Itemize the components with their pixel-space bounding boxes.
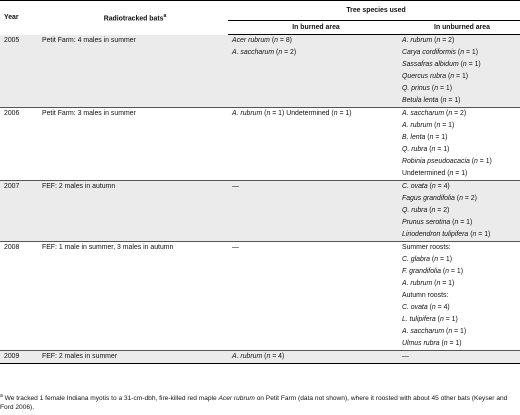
cell-year [0, 217, 38, 229]
text-run: n [274, 37, 278, 44]
cell-year [0, 95, 38, 108]
table-row [0, 35, 520, 48]
table-footnote [0, 392, 520, 412]
text-run: ( [262, 110, 267, 117]
table-row [0, 144, 520, 156]
text-run: ( [427, 146, 432, 153]
text-run: n [431, 304, 436, 311]
cell-burned-species [228, 181, 400, 194]
text-run: ( [439, 340, 444, 347]
text-run: ( [440, 268, 446, 275]
text-run: ( [432, 122, 437, 129]
cell-burned-species [228, 59, 400, 71]
text-run: ( [269, 37, 275, 44]
text-run: = 1) [464, 49, 479, 56]
text-run: A. rubrum [402, 122, 433, 129]
text-run: A. rubrum [402, 280, 433, 287]
text-run: n [449, 170, 454, 177]
text-run: = 2) [282, 49, 297, 56]
cell-year [0, 132, 38, 144]
text-run: = 1) [440, 280, 455, 287]
text-run: We tracked 1 female Indiana myotis to a 31-cm-dbh, fire-killed red maple [2, 395, 219, 403]
cell-unburned-species [400, 338, 520, 351]
cell-unburned-species [400, 351, 520, 364]
cell-radiotracked-bats [38, 71, 228, 83]
cell-radiotracked-bats [38, 95, 228, 108]
text-run: ( [450, 219, 455, 226]
cell-year [0, 59, 38, 71]
cell-year: 2006 [0, 108, 38, 121]
text-run: = 2) [452, 110, 467, 117]
table-row [0, 326, 520, 338]
text-run: A. saccharum [402, 110, 445, 117]
text-run: n [436, 122, 441, 129]
text-run: ( [458, 61, 463, 68]
cell-year [0, 229, 38, 242]
text-run: ( [469, 158, 475, 165]
text-run: on Petit Farm (data not shown), where it roosted with about 45 other bats (Keyser and Ford 2006). [0, 395, 508, 412]
text-run: n [443, 340, 448, 347]
text-run: Quercus rubra [402, 73, 447, 80]
text-run: C. ovata [402, 304, 428, 311]
text-run: n [454, 219, 459, 226]
text-run: B. lenta [402, 134, 426, 141]
text-run: ( [454, 195, 460, 202]
table-row [0, 351, 520, 364]
cell-unburned-species [400, 266, 520, 278]
text-run: = 1) [466, 61, 481, 68]
text-run: Fagus grandifolia [402, 195, 455, 202]
cell-radiotracked-bats [38, 156, 228, 168]
table-row [0, 217, 520, 229]
cell-radiotracked-bats [38, 120, 228, 132]
text-run: = 1) [446, 97, 461, 104]
cell-unburned-species [400, 254, 520, 266]
text-run: ( [262, 353, 267, 360]
text-run: — [402, 353, 409, 360]
cell-burned-species [228, 217, 400, 229]
text-run: ( [432, 280, 437, 287]
text-run: n [445, 268, 450, 275]
footnote-text [0, 395, 507, 411]
table-row [0, 181, 520, 194]
cell-burned-species [228, 95, 400, 108]
text-run: n [266, 353, 271, 360]
text-run: = 1) [447, 340, 462, 347]
text-run: Summer roosts: [402, 244, 451, 251]
cell-unburned-species [400, 108, 520, 121]
cell-unburned-species [400, 229, 520, 242]
text-run: = 1) [337, 110, 352, 117]
cell-year [0, 326, 38, 338]
text-run: Ulmus rubra [402, 340, 440, 347]
cell-burned-species [228, 290, 400, 302]
text-run: n [460, 49, 465, 56]
text-run: n [450, 73, 455, 80]
cell-burned-species [228, 242, 400, 255]
cell-radiotracked-bats [38, 59, 228, 71]
text-run: C. glabra [402, 256, 430, 263]
cell-burned-species [228, 266, 400, 278]
table-body [0, 35, 520, 364]
text-run: Prunus serotina [402, 219, 451, 226]
text-run: n [448, 110, 453, 117]
table-row [0, 254, 520, 266]
cell-unburned-species [400, 314, 520, 326]
text-run: = 1) [438, 256, 453, 263]
cell-burned-species [228, 168, 400, 181]
text-run: ( [274, 49, 279, 56]
cell-year [0, 83, 38, 95]
text-run: A. saccharum [232, 49, 275, 56]
text-run: = 8) [277, 37, 292, 44]
text-run: ( [438, 97, 443, 104]
cell-radiotracked-bats [38, 217, 228, 229]
text-run: ( [456, 49, 461, 56]
text-run: L. tulipifera [402, 316, 436, 323]
cell-unburned-species [400, 326, 520, 338]
cell-burned-species [228, 132, 400, 144]
cell-year [0, 290, 38, 302]
cell-unburned-species [400, 120, 520, 132]
cell-unburned-species [400, 168, 520, 181]
text-run: n [474, 158, 478, 165]
table-row [0, 242, 520, 255]
text-run: — [232, 244, 239, 251]
cell-unburned-species [400, 181, 520, 194]
text-run: Sassafras albidum [402, 61, 459, 68]
cell-year [0, 120, 38, 132]
text-run: = 1) [454, 73, 469, 80]
cell-radiotracked-bats [38, 302, 228, 314]
cell-burned-species [228, 35, 400, 48]
cell-year [0, 168, 38, 181]
text-run: A. rubrum [232, 353, 263, 360]
text-run: A. saccharum [402, 328, 445, 335]
cell-year [0, 278, 38, 290]
cell-radiotracked-bats [38, 229, 228, 242]
text-run: n [436, 280, 441, 287]
text-run: Liriodendron tulipifera [402, 231, 469, 238]
cell-year: 2009 [0, 351, 38, 364]
cell-year: 2008 [0, 242, 38, 255]
table-row [0, 168, 520, 181]
table-row [0, 229, 520, 242]
cell-year [0, 47, 38, 59]
cell-radiotracked-bats [38, 254, 228, 266]
header-tree-species-used: Tree species used [228, 1, 520, 21]
text-run: ( [468, 231, 473, 238]
cell-year: 2005 [0, 35, 38, 48]
cell-year [0, 302, 38, 314]
table-row [0, 95, 520, 108]
text-run: Autumn roosts: [402, 292, 449, 299]
table-row [0, 120, 520, 132]
footnote-marker: a [0, 393, 3, 399]
cell-unburned-species [400, 193, 520, 205]
cell-year [0, 156, 38, 168]
table-row [0, 47, 520, 59]
text-run: = 1) [435, 146, 450, 153]
cell-burned-species [228, 338, 400, 351]
cell-burned-species [228, 314, 400, 326]
cell-burned-species [228, 156, 400, 168]
text-run: Undetermined ( [402, 170, 450, 177]
text-run: F. grandifolia [402, 268, 441, 275]
text-run: = 1) Undetermined ( [270, 110, 334, 117]
cell-unburned-species [400, 156, 520, 168]
text-run: n [459, 195, 463, 202]
cell-year [0, 71, 38, 83]
text-run: n [431, 146, 436, 153]
cell-burned-species [228, 120, 400, 132]
cell-radiotracked-bats [38, 205, 228, 217]
cell-year [0, 254, 38, 266]
text-run: = 1) [443, 316, 458, 323]
text-run: Q. rubra [402, 146, 428, 153]
text-run: = 1) [458, 219, 473, 226]
cell-radiotracked-bats: FEF: 2 males in autumn [38, 181, 228, 194]
cell-burned-species [228, 108, 400, 121]
text-run: n [434, 256, 439, 263]
cell-unburned-species [400, 47, 520, 59]
text-run: n [462, 61, 467, 68]
text-run: = 4) [435, 183, 450, 190]
header-bats-label: Radiotracked bats [103, 15, 164, 23]
text-run: Betula lenta [402, 97, 439, 104]
cell-unburned-species [400, 132, 520, 144]
text-run: Robinia pseudoacacia [402, 158, 470, 165]
text-run: Q. rubra [402, 207, 428, 214]
table-row [0, 83, 520, 95]
text-run: Acer rubrum [232, 37, 270, 44]
cell-radiotracked-bats [38, 266, 228, 278]
text-run: Q. prinus [402, 85, 430, 92]
header-year: Year [0, 1, 38, 35]
cell-unburned-species [400, 217, 520, 229]
cell-unburned-species [400, 205, 520, 217]
text-run: = 1) [452, 328, 467, 335]
text-run: Acer rubrum [218, 395, 255, 403]
cell-unburned-species [400, 278, 520, 290]
cell-burned-species [228, 351, 400, 364]
cell-unburned-species [400, 95, 520, 108]
text-run: = 4) [435, 304, 450, 311]
cell-radiotracked-bats [38, 338, 228, 351]
cell-burned-species [228, 229, 400, 242]
cell-unburned-species [400, 83, 520, 95]
cell-year [0, 266, 38, 278]
cell-year: 2007 [0, 181, 38, 194]
cell-burned-species [228, 254, 400, 266]
text-run: n [439, 316, 444, 323]
text-run: n [431, 183, 436, 190]
cell-year [0, 205, 38, 217]
text-run: Carya cordiformis [402, 49, 456, 56]
cell-year [0, 338, 38, 351]
text-run: C. ovata [402, 183, 428, 190]
text-run: = 1) [453, 170, 468, 177]
text-run: ( [427, 304, 432, 311]
text-run: ( [444, 328, 449, 335]
cell-burned-species [228, 326, 400, 338]
text-run: n [278, 49, 283, 56]
text-run: n [472, 231, 477, 238]
cell-radiotracked-bats [38, 168, 228, 181]
text-run: = 2) [440, 37, 455, 44]
text-run: = 2) [462, 195, 477, 202]
header-burned-area: In burned area [228, 21, 400, 35]
cell-burned-species [228, 83, 400, 95]
cell-radiotracked-bats [38, 193, 228, 205]
cell-burned-species [228, 205, 400, 217]
table-row [0, 278, 520, 290]
cell-burned-species [228, 278, 400, 290]
text-run: = 4) [270, 353, 285, 360]
text-run: n [266, 110, 271, 117]
cell-unburned-species [400, 290, 520, 302]
cell-radiotracked-bats [38, 132, 228, 144]
text-run: n [333, 110, 338, 117]
text-run: = 1) [440, 122, 455, 129]
cell-unburned-species [400, 144, 520, 156]
table-row [0, 290, 520, 302]
table-row [0, 132, 520, 144]
table-row [0, 266, 520, 278]
table-row [0, 302, 520, 314]
cell-radiotracked-bats [38, 314, 228, 326]
cell-unburned-species [400, 71, 520, 83]
cell-radiotracked-bats [38, 144, 228, 156]
cell-year [0, 193, 38, 205]
table-row [0, 338, 520, 351]
text-run: = 1) [449, 268, 463, 275]
cell-year [0, 314, 38, 326]
header-unburned-area: In unburned area [400, 21, 520, 35]
cell-burned-species [228, 302, 400, 314]
text-run: ( [432, 37, 437, 44]
text-run: n [431, 207, 436, 214]
table-row [0, 205, 520, 217]
cell-radiotracked-bats: Petit Farm: 3 males in summer [38, 108, 228, 121]
cell-unburned-species [400, 59, 520, 71]
footnote-marker-header: a [163, 13, 167, 20]
cell-burned-species [228, 193, 400, 205]
cell-unburned-species [400, 35, 520, 48]
text-run: = 1) [477, 158, 492, 165]
cell-radiotracked-bats [38, 83, 228, 95]
cell-unburned-species [400, 302, 520, 314]
text-run: = 1) [433, 134, 448, 141]
table-row [0, 59, 520, 71]
header-radiotracked-bats [38, 1, 228, 35]
table-row [0, 156, 520, 168]
text-run: ( [427, 207, 432, 214]
table-row [0, 71, 520, 83]
text-run: ( [446, 73, 451, 80]
cell-burned-species [228, 144, 400, 156]
text-run: = 1) [476, 231, 491, 238]
text-run: ( [429, 256, 435, 263]
text-run: n [429, 134, 434, 141]
text-run: = 1) [438, 85, 453, 92]
cell-burned-species [228, 71, 400, 83]
text-run: ( [427, 183, 432, 190]
text-run: — [232, 183, 239, 190]
cell-burned-species [228, 47, 400, 59]
cell-radiotracked-bats [38, 326, 228, 338]
text-run: = 2) [435, 207, 450, 214]
cell-radiotracked-bats: FEF: 2 males in summer [38, 351, 228, 364]
table-row [0, 108, 520, 121]
text-run: A. rubrum [402, 37, 433, 44]
table-row [0, 193, 520, 205]
cell-unburned-species [400, 242, 520, 255]
cell-radiotracked-bats [38, 278, 228, 290]
text-run: n [448, 328, 453, 335]
cell-year [0, 144, 38, 156]
text-run: n [442, 97, 447, 104]
text-run: A. rubrum [232, 110, 263, 117]
cell-radiotracked-bats: Petit Farm: 4 males in summer [38, 35, 228, 48]
cell-radiotracked-bats [38, 47, 228, 59]
text-run: ( [425, 134, 430, 141]
cell-radiotracked-bats [38, 290, 228, 302]
text-run: n [436, 37, 441, 44]
text-run: n [434, 85, 439, 92]
text-run: ( [435, 316, 440, 323]
cell-radiotracked-bats: FEF: 1 male in summer, 3 males in autumn [38, 242, 228, 255]
text-run: ( [429, 85, 435, 92]
table-row [0, 314, 520, 326]
text-run: ( [444, 110, 449, 117]
